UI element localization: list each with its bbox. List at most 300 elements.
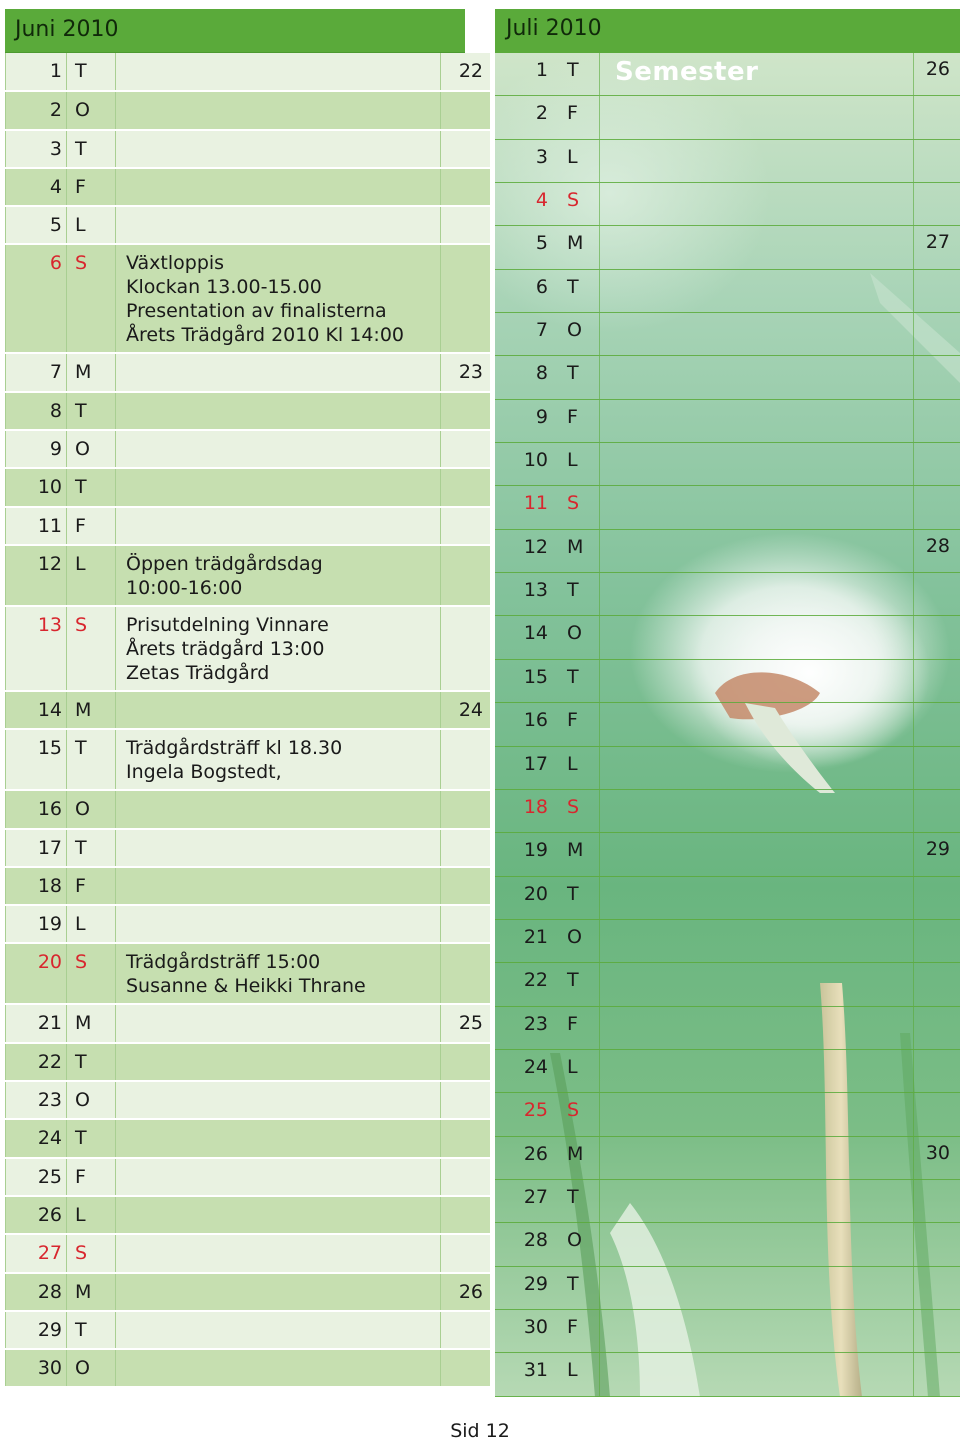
week-number [441,1196,494,1234]
week-number: 30 [925,1141,950,1164]
weekday-letter: O [67,430,116,468]
column-divider [913,183,914,225]
day-number: 19 [6,905,67,943]
week-number: 28 [925,534,950,557]
day-number: 9 [535,405,548,428]
week-number [441,790,494,828]
event-cell [116,790,441,828]
weekday-letter: T [67,130,116,168]
weekday-letter: F [567,709,578,732]
weekday-letter: S [567,1099,580,1122]
event-cell [116,1349,441,1387]
column-divider [913,226,914,268]
weekday-letter: O [567,319,582,342]
day-number: 7 [6,353,67,391]
week-number [441,206,494,244]
june-day-row [6,507,494,545]
july-day-row [495,270,960,313]
day-number: 9 [6,430,67,468]
june-day-row [6,468,494,506]
day-number: 29 [6,1311,67,1349]
day-number: 12 [523,535,548,558]
event-cell [116,1311,441,1349]
day-number: 29 [523,1272,548,1295]
day-number: 18 [6,867,67,905]
column-divider [913,1353,914,1395]
day-number: 2 [535,102,548,125]
day-number: 25 [523,1099,548,1122]
column-divider [599,1137,600,1179]
week-number [441,829,494,867]
week-number [441,1311,494,1349]
week-number [441,1081,494,1119]
column-divider [913,747,914,789]
event-text: Prisutdelning Vinnare [126,613,329,636]
column-divider [913,313,914,355]
day-number: 23 [523,1012,548,1035]
weekday-letter: M [567,1142,584,1165]
week-number: 29 [925,838,950,861]
event-text: Ingela Bogstedt, [126,761,282,784]
july-day-row [495,920,960,963]
day-number: 4 [6,168,67,206]
day-number: 2 [6,91,67,129]
july-day-row [495,747,960,790]
weekday-letter: S [67,606,116,691]
july-day-row [495,573,960,616]
june-day-row [6,430,494,468]
june-day-row [6,1004,494,1042]
column-divider [599,1310,600,1352]
june-day-row [6,206,494,244]
day-number: 14 [523,622,548,645]
july-day-row [495,963,960,1006]
july-day-row [495,1093,960,1136]
column-divider [913,877,914,919]
column-divider [599,877,600,919]
july-day-row [495,313,960,356]
week-number: 25 [441,1004,494,1042]
column-divider [599,270,600,312]
column-divider [913,486,914,528]
weekday-letter: L [67,1196,116,1234]
column-divider [913,1180,914,1222]
weekday-letter: M [67,1004,116,1042]
weekday-letter: O [67,1349,116,1387]
weekday-letter: M [567,839,584,862]
weekday-letter: T [67,1043,116,1081]
event-text: Årets trädgård 13:00 [126,637,325,660]
day-number: 10 [523,449,548,472]
weekday-letter: F [67,168,116,206]
day-number: 11 [523,492,548,515]
column-divider [599,1223,600,1265]
column-divider [599,1093,600,1135]
day-number: 30 [6,1349,67,1387]
day-number: 12 [6,545,67,606]
june-day-row [6,943,494,1004]
june-calendar [5,9,483,1388]
july-day-row [495,1007,960,1050]
weekday-letter: M [567,535,584,558]
july-day-row [495,1353,960,1396]
column-divider [913,140,914,182]
weekday-letter: L [567,752,578,775]
day-number: 19 [523,839,548,862]
june-day-row [6,1234,494,1272]
july-day-row [495,530,960,573]
july-day-row [495,1137,960,1180]
weekday-letter: F [567,1012,578,1035]
weekday-letter: F [67,1158,116,1196]
event-cell [116,507,441,545]
day-number: 6 [535,275,548,298]
july-day-row [495,660,960,703]
june-day-row [6,1196,494,1234]
column-divider [599,1353,600,1395]
july-day-row [495,1267,960,1310]
june-day-row [6,606,494,691]
event-cell [116,244,441,353]
june-day-row [6,829,494,867]
semester-label: Semester [615,57,759,87]
weekday-letter: S [67,1234,116,1272]
june-day-row [6,53,494,91]
july-day-row [495,833,960,876]
weekday-letter: T [67,53,116,91]
july-day-row [495,616,960,659]
june-day-row [6,244,494,353]
column-divider [599,1007,600,1049]
june-day-row [6,392,494,430]
july-day-row [495,443,960,486]
event-text: Klockan 13.00-15.00 [126,276,322,299]
event-text: Växtloppis [126,252,225,275]
june-day-row [6,790,494,828]
day-number: 17 [523,752,548,775]
day-number: 5 [535,232,548,255]
column-divider [599,963,600,1005]
weekday-letter: O [67,91,116,129]
weekday-letter: S [567,492,580,515]
week-number [441,1234,494,1272]
column-divider [599,443,600,485]
weekday-letter: O [567,622,582,645]
week-number [441,943,494,1004]
day-number: 18 [523,795,548,818]
weekday-letter: T [567,882,579,905]
weekday-letter: T [567,969,579,992]
july-day-row [495,400,960,443]
event-cell [116,1273,441,1311]
event-cell [116,430,441,468]
event-cell [116,392,441,430]
column-divider [913,530,914,572]
event-text: Årets Trädgård 2010 Kl 14:00 [126,324,405,347]
day-number: 15 [6,729,67,790]
june-day-row [6,1158,494,1196]
july-day-row [495,1180,960,1223]
weekday-letter: T [67,392,116,430]
week-number [441,606,494,691]
june-day-row [6,1273,494,1311]
june-day-row [6,353,494,391]
day-number: 3 [535,145,548,168]
week-number [441,1349,494,1387]
weekday-letter: O [67,790,116,828]
day-number: 3 [6,130,67,168]
column-divider [599,790,600,832]
weekday-letter: F [567,1315,578,1338]
week-number [441,905,494,943]
june-day-row [6,729,494,790]
day-number: 30 [523,1315,548,1338]
column-divider [913,1093,914,1135]
column-divider [913,1267,914,1309]
week-number: 26 [925,58,950,80]
week-number [441,1043,494,1081]
june-day-row [6,691,494,729]
july-day-row [495,1223,960,1266]
weekday-letter: S [567,189,580,212]
weekday-letter: T [67,1119,116,1157]
event-cell [116,353,441,391]
day-number: 24 [523,1055,548,1078]
week-number [441,91,494,129]
week-number [441,168,494,206]
june-day-row [6,168,494,206]
weekday-letter: S [567,795,580,818]
column-divider [599,53,600,95]
weekday-letter: T [567,59,579,81]
july-day-row [495,140,960,183]
june-title: Juni 2010 [5,9,465,53]
week-number [441,1119,494,1157]
week-number [441,392,494,430]
july-title: Juli 2010 [495,9,960,53]
day-number: 31 [523,1359,548,1382]
july-day-row [495,356,960,399]
weekday-letter: F [567,405,578,428]
week-number [441,244,494,353]
day-number: 15 [523,665,548,688]
day-number: 21 [6,1004,67,1042]
column-divider [599,1180,600,1222]
day-number: 1 [535,59,548,81]
week-number: 23 [441,353,494,391]
july-rows [495,53,960,1397]
event-cell [116,1119,441,1157]
week-number: 22 [441,53,494,91]
column-divider [913,963,914,1005]
column-divider [913,53,914,95]
day-number: 16 [6,790,67,828]
weekday-letter: T [567,1185,579,1208]
event-cell [116,905,441,943]
day-number: 20 [523,882,548,905]
weekday-letter: T [567,1272,579,1295]
column-divider [913,96,914,138]
weekday-letter: L [67,905,116,943]
day-number: 5 [6,206,67,244]
event-cell [116,829,441,867]
column-divider [599,1050,600,1092]
day-number: 23 [6,1081,67,1119]
column-divider [913,270,914,312]
column-divider [599,660,600,702]
day-number: 20 [6,943,67,1004]
column-divider [599,747,600,789]
column-divider [599,356,600,398]
weekday-letter: O [567,925,582,948]
day-number: 14 [6,691,67,729]
june-day-row [6,1043,494,1081]
week-number [441,867,494,905]
column-divider [913,356,914,398]
weekday-letter: L [67,545,116,606]
day-number: 10 [6,468,67,506]
column-divider [913,920,914,962]
event-cell [116,867,441,905]
column-divider [599,573,600,615]
event-text: Susanne & Heikki Thrane [126,975,366,998]
weekday-letter: L [567,449,578,472]
event-cell [116,168,441,206]
event-cell [116,1234,441,1272]
event-cell [116,1081,441,1119]
event-cell [116,606,441,691]
weekday-letter: T [67,729,116,790]
day-number: 26 [6,1196,67,1234]
column-divider [599,486,600,528]
weekday-letter: T [567,275,579,298]
weekday-letter: L [567,145,578,168]
weekday-letter: M [67,1273,116,1311]
day-number: 26 [523,1142,548,1165]
june-day-row [6,1349,494,1387]
column-divider [599,226,600,268]
column-divider [913,703,914,745]
event-cell [116,691,441,729]
day-number: 27 [6,1234,67,1272]
day-number: 8 [535,362,548,385]
july-day-row [495,703,960,746]
column-divider [913,660,914,702]
day-number: 8 [6,392,67,430]
weekday-letter: O [567,1229,582,1252]
column-divider [599,530,600,572]
column-divider [913,1137,914,1179]
event-cell [116,91,441,129]
column-divider [913,1050,914,1092]
july-day-row [495,877,960,920]
weekday-letter: T [67,829,116,867]
column-divider [913,616,914,658]
june-day-row [6,545,494,606]
weekday-letter: O [67,1081,116,1119]
day-number: 13 [523,579,548,602]
june-table [5,53,493,1388]
column-divider [599,140,600,182]
event-text: 10:00-16:00 [126,576,243,599]
weekday-letter: M [67,353,116,391]
column-divider [599,313,600,355]
weekday-letter: T [567,362,579,385]
week-number [441,130,494,168]
day-number: 24 [6,1119,67,1157]
column-divider [913,833,914,875]
june-day-row [6,1119,494,1157]
event-cell [116,1004,441,1042]
june-day-row [6,905,494,943]
weekday-letter: S [67,943,116,1004]
event-cell [116,130,441,168]
event-cell [116,206,441,244]
weekday-letter: L [567,1055,578,1078]
week-number: 24 [441,691,494,729]
column-divider [913,400,914,442]
weekday-letter: F [67,507,116,545]
event-cell [116,1158,441,1196]
july-day-row [495,1050,960,1093]
page-number: Sid 12 [450,1420,510,1442]
weekday-letter: S [67,244,116,353]
day-number: 16 [523,709,548,732]
week-number [441,1158,494,1196]
week-number: 27 [925,231,950,254]
event-cell [116,943,441,1004]
column-divider [913,790,914,832]
day-number: 17 [6,829,67,867]
day-number: 21 [523,925,548,948]
column-divider [599,1267,600,1309]
weekday-letter: L [67,206,116,244]
event-text: Öppen trädgårdsdag [126,552,323,575]
week-number [441,468,494,506]
day-number: 28 [523,1229,548,1252]
weekday-letter: M [567,232,584,255]
column-divider [599,96,600,138]
july-day-row [495,96,960,139]
week-number [441,430,494,468]
july-calendar [490,9,960,1397]
column-divider [599,920,600,962]
july-day-row [495,53,960,96]
july-day-row [495,1310,960,1353]
day-number: 11 [6,507,67,545]
weekday-letter: T [67,1311,116,1349]
day-number: 28 [6,1273,67,1311]
column-divider [599,400,600,442]
event-cell [116,729,441,790]
day-number: 4 [535,189,548,212]
june-day-row [6,130,494,168]
event-text: Presentation av finalisterna [126,300,387,323]
event-text: Trädgårdsträff kl 18.30 [126,737,343,760]
weekday-letter: L [567,1359,578,1382]
day-number: 22 [6,1043,67,1081]
event-cell [116,545,441,606]
week-number: 26 [441,1273,494,1311]
june-day-row [6,91,494,129]
day-number: 13 [6,606,67,691]
july-day-row [495,790,960,833]
july-day-row [495,226,960,269]
day-number: 1 [6,53,67,91]
column-divider [599,703,600,745]
week-number [441,729,494,790]
column-divider [599,833,600,875]
